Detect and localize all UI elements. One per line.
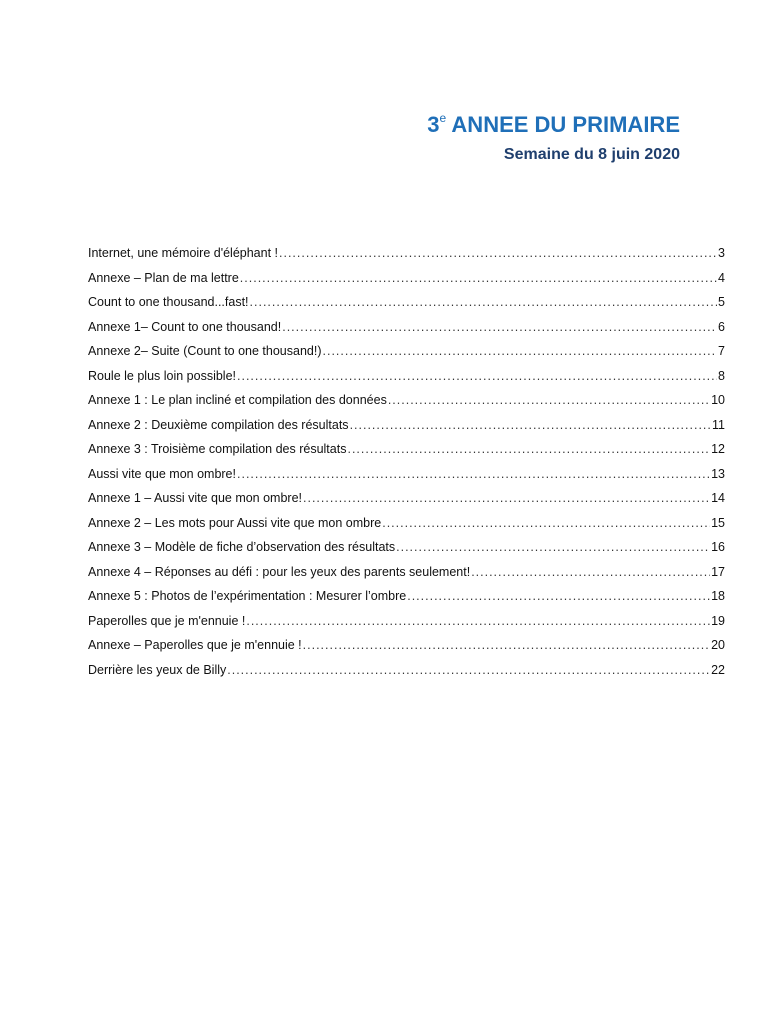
title-number: 3 <box>427 112 440 137</box>
toc-entry-title: Aussi vite que mon ombre! <box>88 466 236 481</box>
toc-entry[interactable] <box>88 488 725 513</box>
toc-entry-page-number: 18 <box>711 589 725 603</box>
toc-entry-page-number: 13 <box>711 466 725 481</box>
toc-entry[interactable] <box>88 268 725 293</box>
toc-dot-leader <box>282 317 717 337</box>
toc-dot-leader <box>240 268 717 288</box>
toc-entry[interactable] <box>88 586 725 611</box>
toc-entry-title: Annexe 2– Suite (Count to one thousand!) <box>88 344 322 358</box>
toc-entry[interactable] <box>88 415 725 440</box>
toc-entry[interactable] <box>88 464 725 489</box>
toc-entry-title: Annexe 3 : Troisième compilation des résultats <box>88 442 347 456</box>
toc-dot-leader <box>237 366 717 386</box>
toc-dot-leader <box>246 611 710 631</box>
toc-entry-page-number: 22 <box>711 662 725 677</box>
toc-dot-leader <box>279 243 717 263</box>
toc-dot-leader <box>388 390 710 410</box>
toc-entry-page-number: 16 <box>711 540 725 554</box>
toc-entry-page-number: 6 <box>718 319 725 334</box>
page-header <box>427 110 680 166</box>
page-subtitle: Semaine du 8 juin 2020 <box>503 146 680 163</box>
toc-entry-page-number: 15 <box>711 515 725 530</box>
toc-dot-leader <box>471 562 710 582</box>
toc-entry-page-number: 11 <box>712 417 725 432</box>
toc-entry-title: Roule le plus loin possible! <box>88 368 237 383</box>
toc-dot-leader <box>250 292 718 312</box>
toc-entry-title: Annexe 2 – Les mots pour Aussi vite que mon ombre <box>88 515 382 530</box>
toc-entry-title: Annexe 4 – Réponses au défi : pour les yeux des parents seulement! <box>88 564 471 579</box>
toc-entry[interactable] <box>88 439 725 464</box>
toc-entry-title: Paperolles que je m'ennuie ! <box>88 613 246 628</box>
page-title <box>427 110 680 140</box>
toc-entry-title: Count to one thousand...fast! <box>88 295 249 309</box>
table-of-contents <box>88 243 725 684</box>
toc-entry-title: Annexe – Paperolles que je m'ennuie ! <box>88 638 302 652</box>
toc-entry[interactable] <box>88 562 725 587</box>
toc-entry-page-number: 10 <box>711 393 725 407</box>
toc-entry[interactable] <box>88 366 725 391</box>
toc-entry-page-number: 12 <box>711 442 725 456</box>
toc-entry-title: Annexe 5 : Photos de l’expérimentation : Mesurer l’ombre <box>88 589 407 603</box>
title-text: ANNEE DU PRIMAIRE <box>446 112 680 137</box>
toc-dot-leader <box>347 439 710 459</box>
toc-dot-leader <box>396 537 710 557</box>
toc-entry-title: Derrière les yeux de Billy <box>88 662 227 677</box>
toc-entry-title: Annexe 1 – Aussi vite que mon ombre! <box>88 491 303 505</box>
toc-entry[interactable] <box>88 317 725 342</box>
toc-entry-title: Annexe 2 : Deuxième compilation des résultats <box>88 417 349 432</box>
toc-entry-title: Annexe 3 – Modèle de fiche d’observation des résultats <box>88 540 396 554</box>
toc-entry-page-number: 8 <box>718 368 725 383</box>
toc-entry-title: Internet, une mémoire d'éléphant ! <box>88 246 279 260</box>
toc-entry[interactable] <box>88 611 725 636</box>
toc-dot-leader <box>303 488 710 508</box>
toc-entry-page-number: 5 <box>718 295 725 309</box>
toc-dot-leader <box>323 341 718 361</box>
toc-dot-leader <box>407 586 710 606</box>
toc-dot-leader <box>227 660 710 680</box>
toc-entry[interactable] <box>88 635 725 660</box>
toc-entry[interactable] <box>88 660 725 685</box>
toc-entry-page-number: 7 <box>718 344 725 358</box>
toc-dot-leader <box>382 513 710 533</box>
toc-entry-page-number: 14 <box>711 491 725 505</box>
title-superscript: e <box>439 111 447 125</box>
toc-entry[interactable] <box>88 390 725 415</box>
toc-entry-page-number: 20 <box>711 638 725 652</box>
toc-entry-page-number: 19 <box>711 613 725 628</box>
toc-dot-leader <box>237 464 710 484</box>
toc-dot-leader <box>303 635 710 655</box>
toc-entry-page-number: 4 <box>718 270 725 285</box>
toc-entry-title: Annexe 1 : Le plan incliné et compilation des données <box>88 393 387 407</box>
toc-entry-title: Annexe – Plan de ma lettre <box>88 270 239 285</box>
toc-entry-page-number: 17 <box>711 564 725 579</box>
toc-entry-title: Annexe 1– Count to one thousand! <box>88 319 282 334</box>
toc-entry[interactable] <box>88 243 725 268</box>
toc-dot-leader <box>350 415 711 435</box>
toc-entry[interactable] <box>88 341 725 366</box>
toc-entry[interactable] <box>88 513 725 538</box>
toc-entry[interactable] <box>88 537 725 562</box>
toc-entry-page-number: 3 <box>718 246 725 260</box>
toc-entry[interactable] <box>88 292 725 317</box>
